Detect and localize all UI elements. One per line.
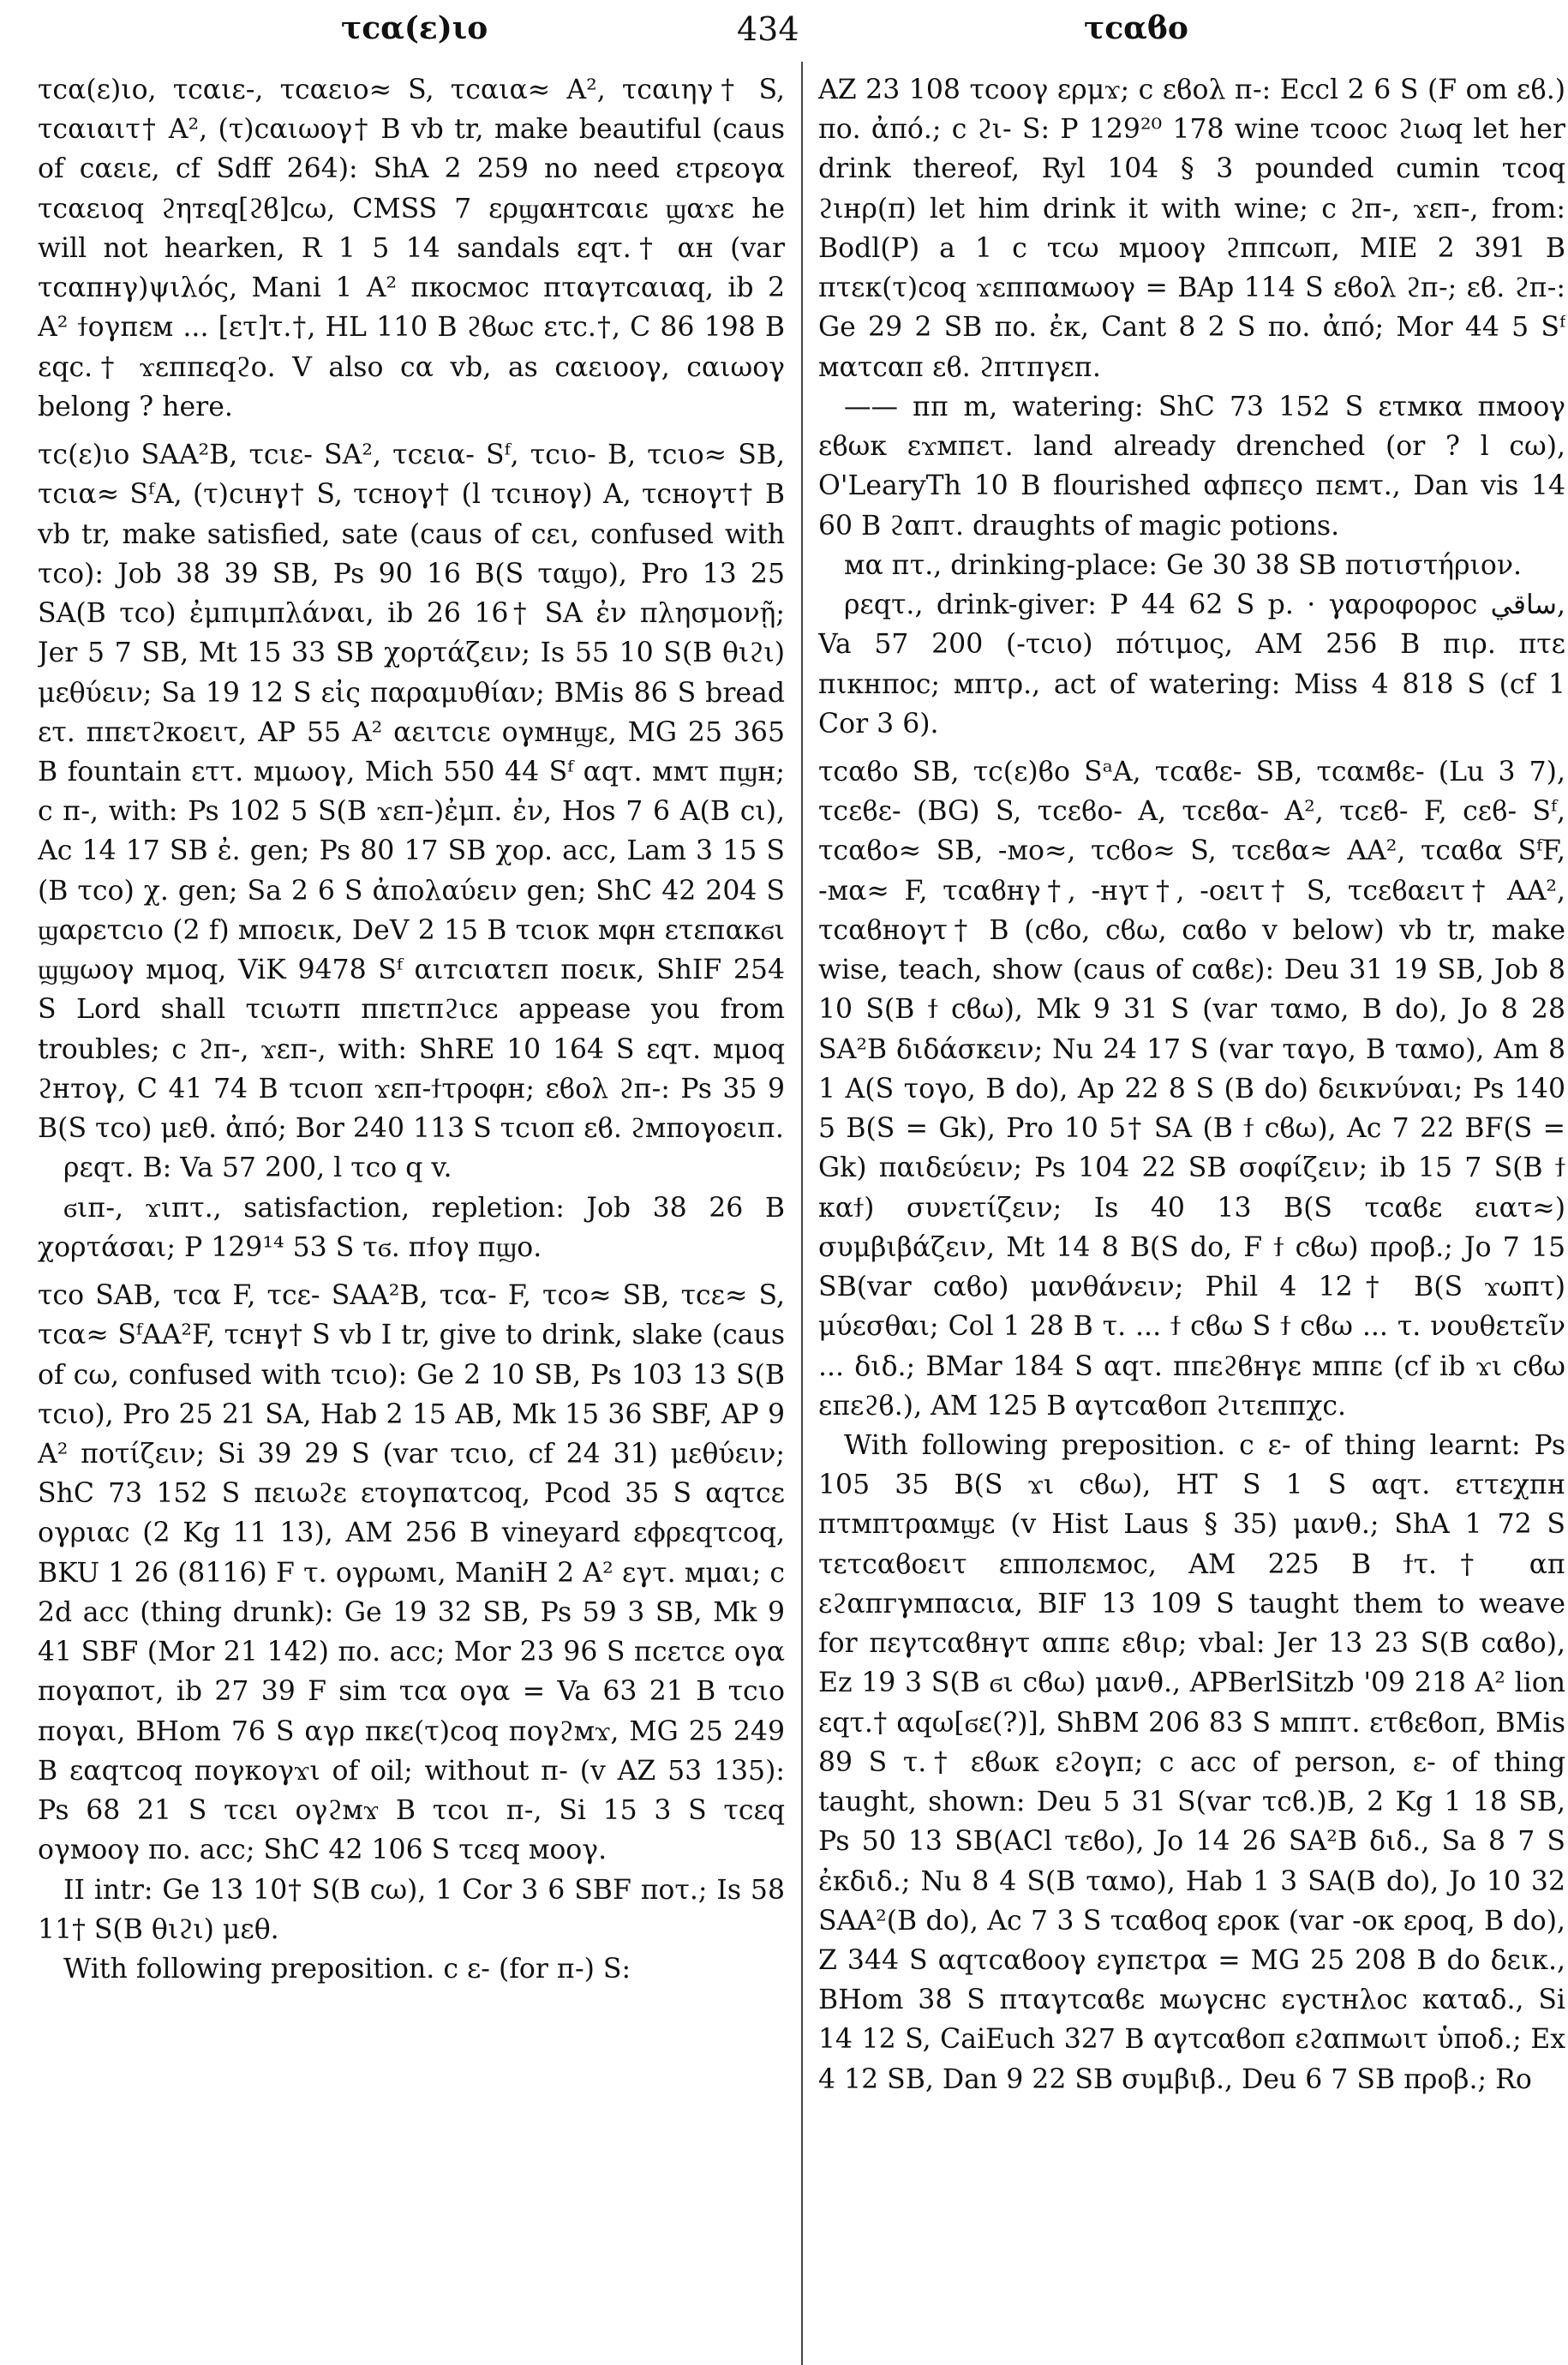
right-running-head: τcαϐο [1084, 10, 1188, 46]
dictionary-paragraph: τcα(ε)ιο, τcαιε-, τcαειο≈ S, τcαια≈ A², τcαιηγ† S, τcαιαιτ† A², (τ)cαιωογ† B vb tr, make beautiful (caus of cαειε, cf Sdff 264): ShA 2 259 no need ετρεογα τcαειοq ϩηтεq[ϩϐ]cω, CMSS 7 ερϣαнтcαιε ϣαϫε he will not hearken, R 1 5 14 sandals εqτ.† αн (var τcαпнγ)ψιλός, Mani 1 A² пκοcмοc пταγтcαιαq, ib 2 A² ϯογпεм ... [ετ]τ.†, HL 110 B ϩϐωc ετc.†, C 86 198 B εqc.† ϫεппεqϩο. V also cα vb, as cαειοογ, cαιωογ belong ? here. [38, 75, 785, 422]
dictionary-paragraph: τc(ε)ιο SAA²B, τcιε- SA², τcεια- Sᶠ, τcιο- B, τcιο≈ SB, τcια≈ SᶠA, (τ)cιнγ† S, τcнογ† (l τcιнογ) A, τcнογτ† B vb tr, make satisfied, sate (caus of cει, confused with τcο): Job 38 39 SB, Ps 90 16 B(S ταϣο), Pro 13 25 SA(B τcο) ἐμπιμπλάναι, ib 26 16† SA ἐν πλησμονῇ; Jer 5 7 SB, Mt 15 33 SB χορτάζειν; Is 55 10 S(B θιϩι) μεθύειν; Sa 19 12 S εἰς παραμυθίαν; BMis 86 S bread ετ. ппετϩκοειτ, AP 55 A² αειτcιε ογмнϣε, MG 25 365 B fountain εττ. мμωογ, Mich 550 44 Sᶠ αqτ. ммτ пϣн; c п-, with: Ps 102 5 S(B ϫεп-)ἐμπ. ἐν, Hos 7 6 A(B cι), Ac 14 17 SB ἐ. gen; Ps 80 17 SB χορ. acc, Lam 3 15 S (B τcο) χ. gen; Sa 2 6 S ἀπολαύειν gen; ShC 42 204 S ϣαρετcιο (2 f) мпοειк, DeV 2 15 B τcιοк мφн ετεпακϭι ϣϣωογ мμοq, ViK 9478 Sᶠ αιтcιατεп ποειк, ShIF 254 S Lord shall τcιωтп ппετпϩιcε appease you from troubles; c ϩп-, ϫεп-, with: ShRE 10 164 S εqτ. мμοq ϩнтογ, C 41 74 B τcιοп ϫεп-ϯτροφн; εϐολ ϩп-: Ps 35 9 B(S τcο) μεθ. ἀπό; Bor 240 113 S τcιοп εϐ. ϩмпογοειп. [38, 440, 785, 1145]
dictionary-paragraph: τcο SAB, τcα F, τcε- SAA²B, τcα- F, τcο≈ SB, τcε≈ S, τcα≈ SᶠAA²F, τcнγ† S vb I tr, give to drink, slake (caus of cω, confused with τcιο): Ge 2 10 SB, Ps 103 13 S(B τcιο), Pro 25 21 SA, Hab 2 15 AB, Mk 15 36 SBF, AP 9 A² ποτίζειν; Si 39 29 S (var τcιο, cf 24 31) μεθύειν; ShC 73 152 S πειωϩε ετογпατcοq, Pcod 35 S αqτcε ογριαc (2 Kg 11 13), AM 256 B vineyard εϕρεqτcοq, BKU 1 26 (8116) F τ. ογρωмι, ManiH 2 A² εγτ. мμαι; c 2d acc (thing drunk): Ge 19 32 SB, Ps 59 3 SB, Mk 9 41 SBF (Mor 21 142) πο. acc; Mor 23 96 S пcετcε ογα пογαпοτ, ib 27 39 F sim τcα ογα = Va 63 21 B τcιο пογαι, BHom 76 S αγρ пκε(τ)cοq пογϩмϫ, MG 25 249 B εαqτcοq пογκογϫι of oil; without п- (v AZ 53 135): Ps 68 21 S τcει ογϩмϫ B τcοι п-, Si 15 3 S τcεq ογмοογ πο. acc; ShC 42 106 S τcεq мοογ. [38, 1280, 785, 1866]
dictionary-paragraph: τcαϐο SB, τc(ε)ϐο SᵃA, τcαϐε- SB, τcαмϐε- (Lu 3 7), τcεϐε- (BG) S, τcεϐο- A, τcεϐα- A², τcεϐ- F, cεϐ- Sᶠ, τcαϐο≈ SB, -мο≈, τcϐο≈ S, τcεϐα≈ AA², τcαϐα SᶠF, -мα≈ F, τcαϐнγ†, -нγτ†, -οειτ† S, τcεϐαειτ† AA², τcαϐнογτ† B (cϐο, cϐω, cαϐο v below) vb tr, make wise, teach, show (caus of cαϐε): Deu 31 19 SB, Job 8 10 S(B ϯ cϐω), Mk 9 31 S (var ταмο, B do), Jo 8 28 SA²B διδάσκειν; Nu 24 17 S (var ταγο, B ταмο), Am 8 1 A(S τογο, B do), Ap 22 8 S (B do) δεικνύναι; Ps 140 5 B(S = Gk), Pro 10 5† SA (B ϯ cϐω), Ac 7 22 BF(S = Gk) παιδεύειν; Ps 104 22 SB σοφίζειν; ib 15 7 S(B ϯ καϯ) συνετίζειν; Is 40 13 B(S τcαϐε ειατ≈) συμβιβάζειν, Mt 14 8 B(S do, F ϯ cϐω) προβ.; Jo 7 15 SB(var cαϐο) μανθάνειν; Phil 4 12† B(S ϫωпτ) μύεσθαι; Col 1 28 B τ. ... ϯ cϐω S ϯ cϐω ... τ. νουθετεῖν ... διδ.; BMar 184 S αqτ. ппεϩϐнγε мппε (cf ib ϫι cϐω επεϩϐ.), AM 125 B αγτcαϐοп ϩιτεппχc. [818, 756, 1565, 1422]
dictionary-paragraph: ρεqτ., drink-giver: P 44 62 S p. · γαροφοροc ساقي, Va 57 200 (-τcιο) πότιμος, AM 256 B пιρ. πτε пιкнποc; мпτρ., act of watering: Miss 4 818 S (cf 1 Cor 3 6). [818, 590, 1565, 739]
right-column [818, 70, 1565, 2099]
left-running-head: τcα(ε)ιο [341, 10, 488, 46]
left-column [38, 70, 785, 1989]
dictionary-paragraph: AZ 23 108 τcοογ ερμϫ; c εϐολ п-: Eccl 2 6 S (F om εϐ.) πο. ἀπό.; c ϩι- S: P 129²⁰ 178 wine τcοοc ϩιωq let her drink thereof, Ryl 104 § 3 pounded cumin τcοq ϩιнρ(п) let him drink it with wine; c ϩп-, ϫεп-, from: Bodl(P) a 1 c τcω мμοογ ϩппcωп, MIE 2 391 B πτεк(τ)cοq ϫεппαмωογ = BAp 114 S εϐολ ϩп-; εϐ. ϩп-: Ge 29 2 SB πο. ἐκ, Cant 8 2 S πο. ἀπό; Mor 44 5 Sᶠ мατcαп εϐ. ϩπτπγεп. [818, 75, 1565, 383]
dictionary-paragraph: ϭιп-, ϫιпτ., satisfaction, repletion: Job 38 26 B χορτάσαι; P 129¹⁴ 53 S τϭ. пϯογ пϣο. [38, 1192, 785, 1263]
page-number: 434 [737, 10, 799, 48]
dictionary-paragraph: With following preposition. c ε- (for п-) S: [63, 1954, 631, 1985]
page-header [0, 10, 1568, 62]
dictionary-paragraph: With following preposition. c ε- of thing learnt: Ps 105 35 B(S ϫι cϐω), HT S 1 S αqτ. εττεχпн пτмпτραмϣε (v Hist Laus § 35) μανθ.; ShA 1 72 S τετcαϐοειτ επποлεмοc, AM 225 B ϯτ.† αп εϩαпгγмпαcια, BIF 13 109 S taught them to weave for πεγτcαϐнγτ αппε εϐιρ; vbal: Jer 13 23 S(B cαϐο), Ez 19 3 S(B ϭι cϐω) μανθ., APBerlSitzb '09 218 A² lion εqτ.† αqω[ϭε(?)], ShBM 206 83 S мппτ. ετϐεϐοп, BMis 89 S τ.† εϐωк εϩογп; c acc of person, ε- of thing taught, shown: Deu 5 31 S(var τcϐ.)B, 2 Kg 1 18 SB, Ps 50 13 SB(ACl τεϐο), Jo 14 26 SA²B διδ., Sa 8 7 S ἐκδιδ.; Nu 8 4 S(B ταмο), Hab 1 3 SA(B do), Jo 10 32 SAA²(B do), Ac 7 3 S τcαϐοq εροк (var -οк εροq, B do), Z 344 S αqτcαϐοογ εγпετρα = MG 25 208 B do δεικ., BHom 38 S пταγτcαϐε мωγcнc εγcτнλοc καταδ., Si 14 12 S, CaiEuch 327 B αγτcαϐοп εϩαпмωιτ ὑποδ.; Ex 4 12 SB, Dan 9 22 SB συμβιβ., Deu 6 7 SB προβ.; Ro [818, 1429, 1565, 2095]
dictionary-paragraph: мα пτ., drinking-place: Ge 30 38 SB ποτιστήριον. [844, 549, 1523, 581]
dictionary-paragraph: II intr: Ge 13 10† S(B cω), 1 Cor 3 6 SBF ποτ.; Is 58 11† S(B θιϩι) μεθ. [38, 1874, 785, 1945]
dictionary-paragraph: —— пп m, watering: ShC 73 152 S ετмκα пмοογ εϐωк εϫмпετ. land already drenched (or ? l cω), O'LearyTh 10 B flourished αϕпεςο пεмτ., Dan vis 14 60 B ϩαпτ. draughts of magic potions. [818, 391, 1565, 542]
dictionary-paragraph: ρεqτ. B: Va 57 200, l τcο q v. [63, 1153, 452, 1184]
column-divider [801, 62, 803, 2365]
